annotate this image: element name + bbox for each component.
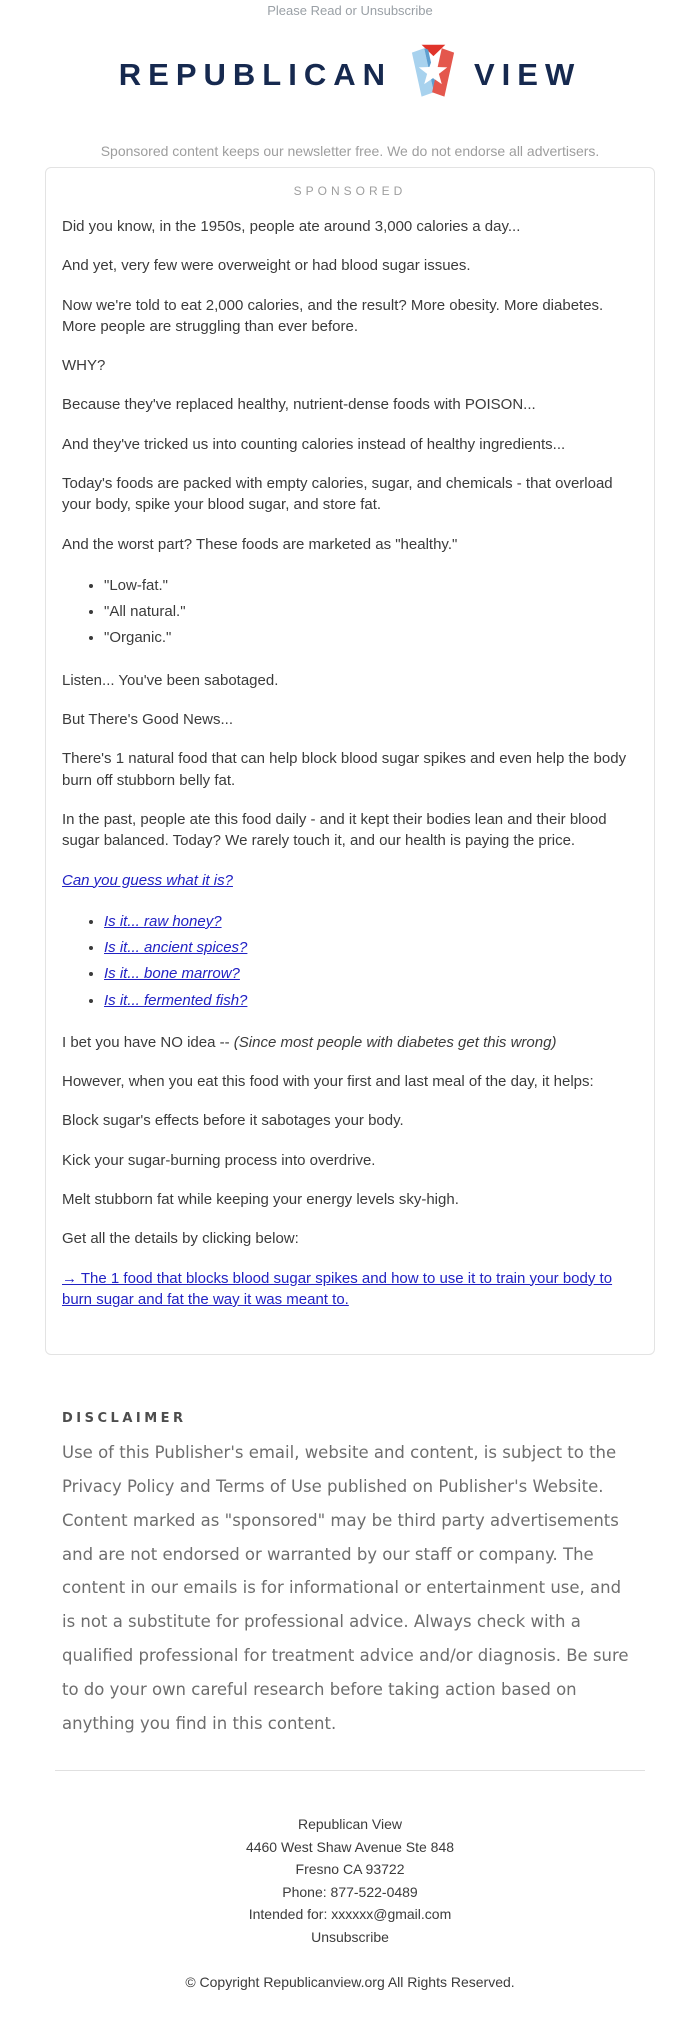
- paragraph: There's 1 natural food that can help block blood sugar spikes and even help the body burn off stubborn belly fat.: [62, 750, 627, 789]
- paragraph: Did you know, in the 1950s, people ate around 3,000 calories a day...: [62, 218, 521, 235]
- guess-link-paragraph: [62, 870, 638, 891]
- paragraph: Because they've replaced healthy, nutrient-dense foods with POISON...: [62, 396, 536, 414]
- marketing-claims-list: [62, 573, 638, 652]
- paragraph: And they've tricked us into counting calories instead of healthy ingredients...: [62, 435, 566, 453]
- list-item: [104, 909, 638, 935]
- paragraph: But There's Good News...: [62, 711, 233, 729]
- paragraph: WHY?: [62, 357, 106, 375]
- preheader-text: Please Read or Unsubscribe: [267, 3, 433, 18]
- list-item: [104, 988, 638, 1014]
- paragraph: And yet, very few were overweight or had blood sugar issues.: [62, 257, 471, 275]
- footer-address-line2: Fresno CA 93722: [295, 1861, 405, 1878]
- cta-paragraph: [62, 1268, 638, 1311]
- sponsored-label: SPONSORED: [293, 184, 407, 198]
- disclaimer-body: Use of this Publisher's email, website and content, is subject to the Privacy Policy and Terms of Use published on Publisher's Website. Content marked as "sponsored" may be third party advertisements and are not endorsed or warranted by our staff or company. The content in our emails is for informational or entertainment use, and is not a substitute for professional advice. Always check with a qualified professional for treatment advice and/or diagnosis. Be sure to do your own careful research before taking action based on anything you find in this content.: [62, 1443, 629, 1733]
- cta-link[interactable]: → The 1 food that blocks blood sugar spikes and how to use it to train your body to burn sugar and fat the way it was meant to.: [62, 1269, 613, 1308]
- no-idea-aside: (Since most people with diabetes get this wrong): [233, 1033, 557, 1051]
- guess-option-link-bone-marrow[interactable]: Is it... bone marrow?: [104, 965, 240, 983]
- paragraph: And the worst part? These foods are marketed as "healthy.": [62, 535, 458, 553]
- list-item: [104, 961, 638, 987]
- guess-options-list: [62, 909, 638, 1014]
- footer-org-name: Republican View: [297, 1816, 403, 1833]
- footer-divider: [55, 1770, 645, 1771]
- paragraph: In the past, people ate this food daily - and it kept their bodies lean and their blood sugar balanced. Today? We rarely touch it, and our health is paying the price.: [62, 810, 607, 850]
- paragraph: Melt stubborn fat while keeping your energy levels sky-high.: [62, 1190, 459, 1208]
- footer-address-block: [0, 1813, 700, 1948]
- sponsor-disclosure: Sponsored content keeps our newsletter free. We do not endorse all advertisers.: [100, 143, 600, 159]
- list-item: [104, 935, 638, 961]
- unsubscribe-link[interactable]: Unsubscribe: [311, 1928, 389, 1945]
- paragraph: Today's foods are packed with empty calories, sugar, and chemicals - that overload your body, spike your blood sugar, and store fat.: [62, 475, 613, 514]
- list-item: • "Organic.": [104, 625, 638, 651]
- paragraph: Block sugar's effects before it sabotages your body.: [62, 1112, 404, 1130]
- logo-word-view: VIEW: [474, 57, 582, 92]
- guess-option-link-ancient-spices[interactable]: Is it... ancient spices?: [104, 939, 248, 957]
- footer-phone: Phone: 877-522-0489: [282, 1883, 418, 1900]
- logo-word-republican: REPUBLICAN: [118, 57, 392, 92]
- footer-address-line1: 4460 West Shaw Avenue Ste 848: [245, 1838, 455, 1855]
- disclaimer-heading: DISCLAIMER: [62, 1411, 187, 1427]
- footer-intended-for: Intended for: xxxxxx@gmail.com: [248, 1906, 452, 1923]
- paragraph: Now we're told to eat 2,000 calories, and the result? More obesity. More diabetes. More people are struggling than ever before.: [62, 296, 604, 335]
- paragraph: Listen... You've been sabotaged.: [62, 671, 279, 689]
- sponsored-content-card: [45, 167, 655, 1355]
- paragraph: Get all the details by clicking below:: [62, 1230, 299, 1248]
- no-idea-paragraph: [62, 1032, 638, 1053]
- guess-link[interactable]: Can you guess what it is?: [62, 871, 233, 889]
- paragraph: Kick your sugar-burning process into overdrive.: [62, 1151, 376, 1169]
- guess-option-link-fermented-fish[interactable]: Is it... fermented fish?: [104, 991, 248, 1009]
- guess-option-link-raw-honey[interactable]: Is it... raw honey?: [104, 912, 222, 930]
- copyright-line: © Copyright Republicanview.org All Rights Reserved.: [185, 1974, 515, 1991]
- star-shield-icon: [404, 44, 462, 105]
- list-item: • "Low-fat.": [104, 573, 638, 599]
- paragraph: However, when you eat this food with your first and last meal of the day, it helps:: [62, 1073, 594, 1091]
- logo: [0, 30, 700, 127]
- no-idea-text: I bet you have NO idea --: [62, 1033, 234, 1051]
- list-item: • "All natural.": [104, 599, 638, 625]
- disclaimer-section: [62, 1411, 638, 1740]
